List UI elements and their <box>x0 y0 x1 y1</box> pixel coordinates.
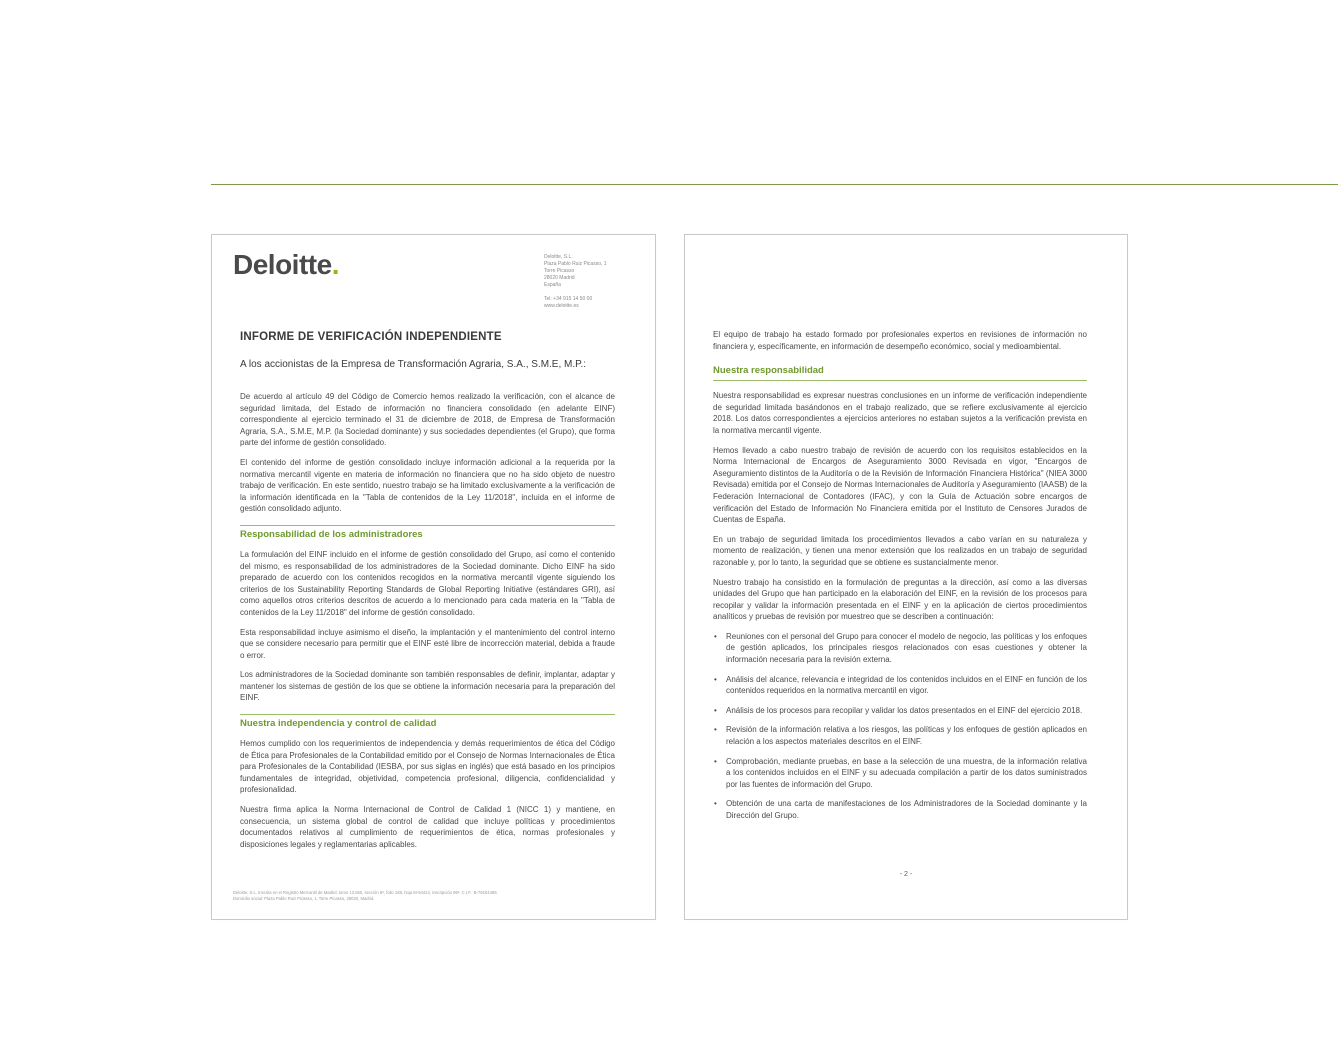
paragraph: Hemos llevado a cabo nuestro trabajo de revisión de acuerdo con los requisitos establecidos en la Norma Internacional de Encargos de Aseguramiento 3000 Revisada en vigor, "Encargos de Aseguramiento distintos de la Auditoría o de la Revisión de Información Financiera Histórica" (NIEA 3000 Revisada) emitida por el Consejo de Normas Internacionales de Auditoría y Aseguramiento (IAASB) de la Federación Internacional de Contadores (IFAC), y con la Guía de Actuación sobre encargos de verificación del Estado de Información No Financiera emitida por el Instituto de Censores Jurados de Cuentas de España. <box>713 445 1087 525</box>
paragraph: Nuestro trabajo ha consistido en la formulación de preguntas a la dirección, así como a las diversas unidades del Grupo que han participado en la elaboración del EINF, en la revisión de los procesos para recopilar y validar la información presentada en el EINF y en la aplicación de ciertos procedimientos analíticos y pruebas de revisión por muestreo que se describen a continuación: <box>713 577 1087 622</box>
list-item: • Comprobación, mediante pruebas, en base a la selección de una muestra, de la información relativa a los contenidos incluidos en el EINF y su adecuada compilación a partir de los datos suministrados por las fuentes de información del Grupo. <box>714 756 1087 789</box>
deloitte-logo: Deloitte. <box>233 249 339 280</box>
paragraph: Los administradores de la Sociedad dominante son también responsables de definir, implantar, adaptar y mantener los sistemas de gestión de los que se obtiene la información necesaria para la preparación del EINF. <box>240 670 615 703</box>
section-heading: Nuestra independencia y control de calidad <box>240 714 615 729</box>
paragraph: El equipo de trabajo ha estado formado por profesionales expertos en revisiones de información no financiera y, específicamente, en información de desempeño económico, social y medioambiental. <box>713 330 1087 351</box>
document-page-1 <box>211 234 656 920</box>
paragraph: En un trabajo de seguridad limitada los procedimientos llevados a cabo varían en su naturaleza y momento de realización, y tienen una menor extensión que los realizados en un trabajo de seguridad razonable y, por lo tanto, la seguridad que se obtiene es sustancialmente menor. <box>713 534 1087 567</box>
address-line: España <box>544 282 561 288</box>
top-divider <box>211 184 1338 185</box>
address-line: Deloitte, S.L. <box>544 254 573 260</box>
paragraph: Nuestra firma aplica la Norma Internacional de Control de Calidad 1 (NICC 1) y mantiene, en consecuencia, un sistema global de control de calidad que incluye políticas y procedimientos documentados relativos al cumplimiento de requerimientos de ética, normas profesionales y disposiciones legales y reglamentarias aplicables. <box>240 805 615 849</box>
document-page-2 <box>684 234 1128 920</box>
list-item: • Análisis de los procesos para recopilar y validar los datos presentados en el EINF del ejercicio 2018. <box>714 705 1083 715</box>
list-item: • Reuniones con el personal del Grupo para conocer el modelo de negocio, las políticas y los enfoques de gestión aplicados, los principales riesgos relacionados con esas cuestiones y obtener la información necesaria para la revisión externa. <box>714 631 1087 665</box>
section-heading: Nuestra responsabilidad <box>713 360 1087 381</box>
section-heading: Responsabilidad de los administradores <box>240 525 615 540</box>
list-item: • Obtención de una carta de manifestaciones de los Administradores de la Sociedad dominante y la Dirección del Grupo. <box>714 799 1087 820</box>
paragraph: La formulación del EINF incluido en el informe de gestión consolidado del Grupo, así como el contenido del mismo, es responsabilidad de los administradores de la Sociedad dominante. Dicho EINF ha sido preparado de acuerdo con los contenidos recogidos en la normativa mercantil vigente siguiendo los criterios de los Sustainability Reporting Standards de Global Reporting Initiative (estándares GRI), así como aquellos otros criterios descritos de acuerdo a lo mencionado para cada materia en la "Tabla de contenidos de la Ley 11/2018" del informe de gestión consolidado. <box>240 549 615 617</box>
paragraph: El contenido del informe de gestión consolidado incluye información adicional a la requerida por la normativa mercantil vigente en materia de información no financiera que no ha sido objeto de nuestro trabajo de verificación. En este sentido, nuestro trabajo se ha limitado exclusivamente a la verificación de la información identificada en la "Tabla de contenidos de la Ley 11/2018", incluida en el informe de gestión consolidado adjunto. <box>240 457 615 514</box>
address-line: 28020 Madrid <box>544 275 575 281</box>
contact-web: www.deloitte.es <box>544 303 579 309</box>
address-line: Plaza Pablo Ruiz Picasso, 1 <box>544 261 607 267</box>
footer-line: Domicilio social: Plaza Pablo Ruiz Picasso, 1, Torre Picasso, 28020, Madrid. <box>233 896 375 901</box>
footer-line: Deloitte, S.L. Inscrita en el Registro Mercantil de Madrid, tomo 13.650, sección 8ª, folio 188, hoja M-54414, inscripción 96ª. C.I.F.: B-79104469. <box>233 890 498 895</box>
page-footer <box>233 890 498 902</box>
paragraph: De acuerdo al artículo 49 del Código de Comercio hemos realizado la verificación, con el alcance de seguridad limitada, del Estado de información no financiera consolidado (en adelante EINF) correspondiente al ejercicio terminado el 31 de diciembre de 2018, de Empresa de Transformación Agraria, S.A., S.M.E, M.P. (la Sociedad dominante) y sus sociedades dependientes (el Grupo), que forma parte del informe de gestión consolidado. <box>240 392 615 448</box>
contact-phone: Tel: +34 915 14 50 00 <box>544 296 593 302</box>
page-2-body <box>713 329 1087 830</box>
list-item: • Revisión de la información relativa a los riesgos, las políticas y los enfoques de gestión aplicados en relación a los aspectos materiales descritos en el EINF. <box>714 725 1087 747</box>
address-line: Torre Picasso <box>544 268 575 274</box>
paragraph: Hemos cumplido con los requerimientos de independencia y demás requerimientos de ética del Código de Ética para Profesionales de la Contabilidad emitido por el Consejo de Normas Internacionales de Ética para Profesionales de la Contabilidad (IESBA, por sus siglas en inglés) que está basado en los principios fundamentales de integridad, objetividad, competencia profesional, diligencia, confidencialidad y profesionalidad. <box>240 739 615 795</box>
page-number: - 2 - <box>899 871 913 878</box>
paragraph: Esta responsabilidad incluye asimismo el diseño, la implantación y el mantenimiento del control interno que se considere necesario para permitir que el EINF esté libre de incorrección material, debida a fraude o error. <box>240 627 615 660</box>
list-item: • Análisis del alcance, relevancia e integridad de los contenidos incluidos en el EINF en función de los contenidos requeridos en la normativa mercantil en vigor. <box>714 674 1087 696</box>
office-address <box>544 254 607 310</box>
paragraph: Nuestra responsabilidad es expresar nuestras conclusiones en un informe de verificación independiente de seguridad limitada basándonos en el trabajo realizado, que se refiere exclusivamente al ejercicio 2018. Los datos correspondientes a ejercicios anteriores no estaban sujetos a la verificación prevista en la normativa mercantil vigente. <box>713 391 1087 435</box>
page-1-body <box>240 331 615 858</box>
report-title: INFORME DE VERIFICACIÓN INDEPENDIENTE <box>240 331 502 343</box>
procedure-list <box>713 631 1087 822</box>
salutation: A los accionistas de la Empresa de Transformación Agraria, S.A., S.M.E, M.P.: <box>240 359 587 370</box>
